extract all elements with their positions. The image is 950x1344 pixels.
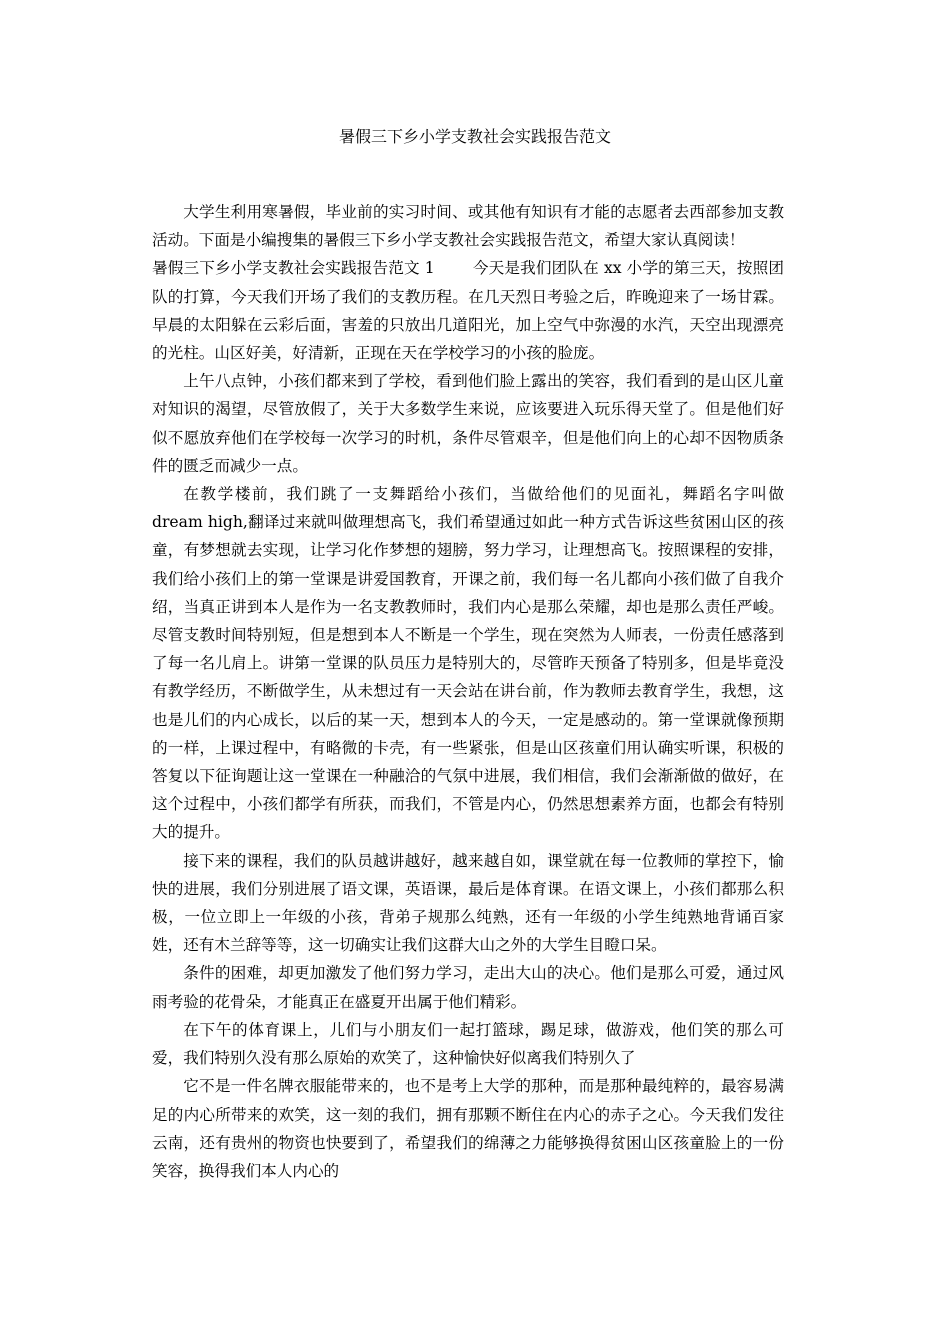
document-body xyxy=(152,198,784,1185)
body-paragraph: 上午八点钟，小孩们都来到了学校，看到他们脸上露出的笑容，我们看到的是山区儿童对知识的渴望，尽管放假了，关于大多数学生来说，应该要进入玩乐得天堂了。但是他们好似不愿放弃他们在学校每一次学习的时机，条件尽管艰辛，但是他们向上的心却不因物质条件的匮乏而减少一点。 xyxy=(152,372,784,475)
section-first-paragraph xyxy=(152,254,784,367)
body-paragraph: 它不是一件名牌衣服能带来的，也不是考上大学的那种，而是那种最纯粹的，最容易满足的内心所带来的欢笑，这一刻的我们，拥有那颗不断住在内心的赤子之心。今天我们发往云南，还有贵州的物资也快要到了，希望我们的绵薄之力能够换得贫困山区孩童脸上的一份笑容，换得我们本人内心的 xyxy=(152,1077,784,1180)
document-title: 暑假三下乡小学支教社会实践报告范文 xyxy=(338,127,611,146)
section-heading: 暑假三下乡小学支教社会实践报告范文 1 xyxy=(152,259,435,278)
body-paragraph: 在教学楼前，我们跳了一支舞蹈给小孩们，当做给他们的见面礼，舞蹈名字叫做 dream high,翻译过来就叫做理想高飞，我们希望通过如此一种方式告诉这些贫困山区的孩童，有梦想就去实现，让学习化作梦想的翅膀，努力学习，让理想高飞。按照课程的安排，我们给小孩们上的第一堂课是讲爱国教育，开课之前，我们每一名儿都向小孩们做了自我介绍，当真正讲到本人是作为一名支教教师时，我们内心是那么荣耀，却也是那么责任严峻。尽管支教时间特别短，但是想到本人不断是一个学生，现在突然为人师表，一份责任感落到了每一名儿肩上。讲第一堂课的队员压力是特别大的，尽管昨天预备了特别多，但是毕竟没有教学经历，不断做学生，从未想过有一天会站在讲台前，作为教师去教育学生，我想，这也是儿们的内心成长，以后的某一天，想到本人的今天，一定是感动的。第一堂课就像预期的一样，上课过程中，有略微的卡壳，有一些紧张，但是山区孩童们用认确实听课，积极的答复以下征询题让这一堂课在一种融洽的气氛中进展，我们相信，我们会渐渐做的做好，在这个过程中，小孩们都学有所获，而我们，不管是内心，仍然思想素养方面，也都会有特别大的提升。 xyxy=(152,485,784,842)
body-paragraph: 条件的困难，却更加激发了他们努力学习，走出大山的决心。他们是那么可爱，通过风雨考验的花骨朵，才能真正在盛夏开出属于他们精彩。 xyxy=(152,964,784,1011)
section-first-paragraph-text: 今天是我们团队在 xx 小学的第三天，按照团队的打算，今天我们开场了我们的支教历程。在几天烈日考验之后，昨晚迎来了一场甘霖。早晨的太阳躲在云彩后面，害羞的只放出几道阳光，加上空气中弥漫的水汽，天空出现漂亮的光柱。山区好美，好清新，正现在天在学校学习的小孩的脸庞。 xyxy=(152,259,784,363)
body-paragraph: 接下来的课程，我们的队员越讲越好，越来越自如，课堂就在每一位教师的掌控下，愉快的进展，我们分别进展了语文课，英语课，最后是体育课。在语文课上，小孩们都那么积极，一位立即上一年级的小孩，背弟子规那么纯熟，还有一年级的小学生纯熟地背诵百家姓，还有木兰辞等等，这一切确实让我们这群大山之外的大学生目瞪口呆。 xyxy=(152,851,784,955)
intro-paragraph: 大学生利用寒暑假，毕业前的实习时间、或其他有知识有才能的志愿者去西部参加支教活动。下面是小编搜集的暑假三下乡小学支教社会实践报告范文，希望大家认真阅读！ xyxy=(152,203,784,250)
body-paragraph: 在下午的体育课上，儿们与小朋友们一起打篮球，踢足球，做游戏，他们笑的那么可爱，我们特别久没有那么原始的欢笑了，这种愉快好似离我们特别久了 xyxy=(152,1020,784,1068)
